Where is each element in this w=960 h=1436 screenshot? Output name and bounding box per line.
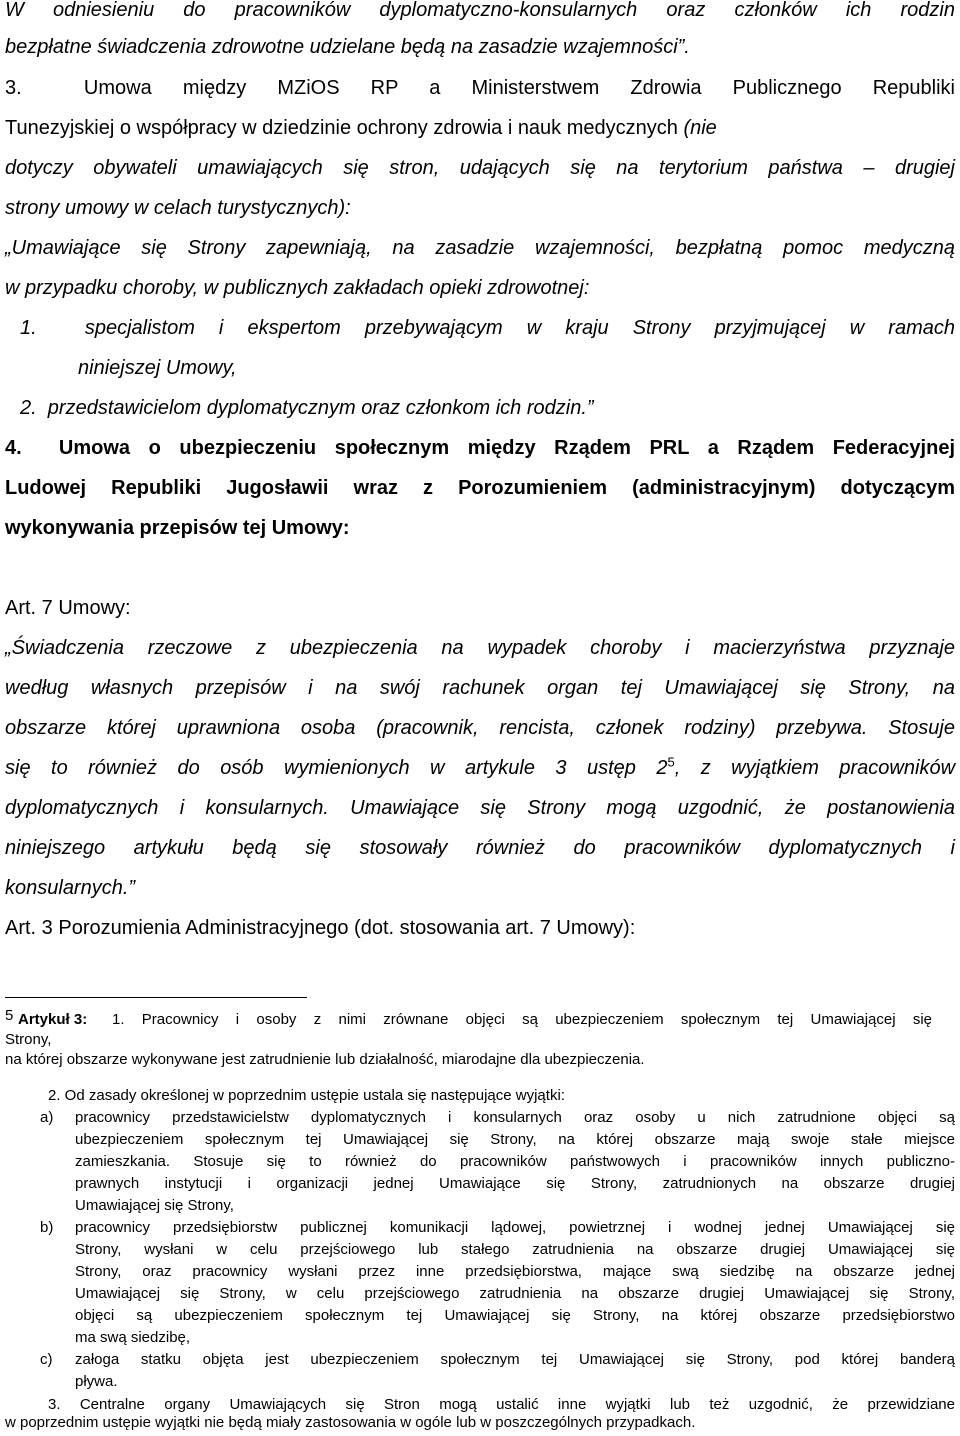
footnote-item-b: pracownicy przedsiębiorstw publicznej komunikacji lądowej, powietrznej i wodnej jednej Umawiającej się — [75, 1219, 955, 1236]
section-3-text: Tunezyjskiej o współpracy w dziedzinie ochrony zdrowia i nauk medycznych — [5, 117, 684, 139]
article-3-title: Art. 3 Porozumienia Administracyjnego (dot. stosowania art. 7 Umowy): — [5, 917, 636, 939]
section-3-note-open: (nie — [683, 117, 717, 139]
quote-line: „Umawiające się Strony zapewniają, na zasadzie wzajemności, bezpłatną pomoc medyczną — [5, 237, 955, 259]
footnote-item-label: b) — [40, 1219, 54, 1236]
quote-line: w przypadku choroby, w publicznych zakładach opieki zdrowotnej: — [5, 277, 590, 299]
footnote-item-b: objęci są ubezpieczeniem społecznym tej Umawiającej się Strony, na której obszarze przedsiębiorstwo — [75, 1307, 955, 1324]
footnote-item-a: zamieszkania. Stosuje się to również do pracowników państwowych i pracowników innych publiczno- — [75, 1153, 955, 1170]
section-3-note: dotyczy obywateli umawiających się stron, udających się na terytorium państwa – drugiej — [5, 157, 955, 179]
footnote-line: 3. Centralne organy Umawiających się Stron mogą ustalić inne wyjątki lub też uzgodnić, że przewidziane — [48, 1396, 955, 1413]
footnote-item-c: załoga statku objęta jest ubezpieczeniem społecznym tej Umawiającej się Strony, pod której banderą — [75, 1351, 955, 1368]
footnote-item-a: pracownicy przedstawicielstw dyplomatycznych i konsularnych oraz osoby u nich zatrudnione objęci są — [75, 1109, 955, 1126]
footnote-item-b: Umawiającej się Strony, w celu przejściowego zatrudnienia na obszarze drugiej Umawiającej się Strony, — [75, 1285, 955, 1302]
article-7-text-part: się to również do osób wymienionych w artykule 3 ustęp 2 — [5, 757, 668, 779]
footnote-line: Strony, — [5, 1031, 52, 1048]
footnote-line: 1. Pracownicy i osoby z nimi zrównane objęci są ubezpieczeniem społecznym tej Umawiającej się — [112, 1011, 932, 1028]
footnote-item-c: pływa. — [75, 1373, 118, 1390]
footnote-item-b: ma swą siedzibę, — [75, 1329, 191, 1346]
article-7-text — [5, 755, 955, 781]
article-7-text: dyplomatycznych i konsularnych. Umawiające się Strony mogą uzgodnić, że postanowienia — [5, 797, 955, 819]
section-4-heading-line: Ludowej Republiki Jugosławii wraz z Porozumieniem (administracyjnym) dotyczącym — [5, 477, 955, 499]
footnote-separator — [5, 997, 307, 998]
article-7-text: „Świadczenia rzeczowe z ubezpieczenia na wypadek choroby i macierzyństwa przyznaje — [5, 637, 955, 659]
section-4-heading-line: wykonywania przepisów tej Umowy: — [5, 517, 350, 539]
footnote-item-a: ubezpieczeniem społecznym tej Umawiającej się Strony, na której obszarze mają swoje stałe miejsce — [75, 1131, 955, 1148]
footnote-number: 5 — [5, 1007, 14, 1024]
section-3-heading: 3. Umowa między MZiOS RP a Ministerstwem Zdrowia Publicznego Republiki — [5, 77, 955, 99]
footnote-item-a: Umawiającej się Strony, — [75, 1197, 234, 1214]
section-4-heading: 4. Umowa o ubezpieczeniu społecznym między Rządem PRL a Rządem Federacyjnej — [5, 437, 955, 459]
article-7-text-part: , z wyjątkiem pracowników — [674, 757, 956, 779]
footnote-item-b: Strony, wysłani w celu przejściowego lub stałego zatrudnienia na obszarze drugiej Umawiającej się — [75, 1241, 955, 1258]
footnote-line: w poprzednim ustępie wyjątki nie będą miały zastosowania w ogóle lub w poszczególnych przypadkach. — [5, 1414, 696, 1431]
article-7-text: według własnych przepisów i na swój rachunek organ tej Umawiającej się Strony, na — [5, 677, 955, 699]
footnote-line: 2. Od zasady określonej w poprzednim ustępie ustala się następujące wyjątki: — [48, 1087, 565, 1104]
footnote-item-b: Strony, oraz pracownicy wysłani przez inne przedsiębiorstwa, mające swą siedzibę na obszarze jednej — [75, 1263, 955, 1280]
footnote-item-label: a) — [40, 1109, 54, 1126]
section-3-line — [5, 115, 955, 141]
article-7-text: niniejszego artykułu będą się stosowały również do pracowników dyplomatycznych i — [5, 837, 955, 859]
body-line: W odniesieniu do pracowników dyplomatyczno-konsularnych oraz członków ich rodzin — [5, 0, 955, 21]
footnote-ref[interactable]: 5 — [667, 754, 675, 770]
list-item-1-cont: niniejszej Umowy, — [78, 357, 237, 379]
footnote-heading: Artykuł 3: — [18, 1011, 88, 1028]
article-7-text: obszarze której uprawniona osoba (pracownik, rencista, członek rodziny) przebywa. Stosuje — [5, 717, 955, 739]
footnote-item-a: prawnych instytucji i organizacji jednej Umawiające się Strony, zatrudnionych na obszarze drugiej — [75, 1175, 955, 1192]
footnote-line: na której obszarze wykonywane jest zatrudnienie lub działalność, miarodajne dla ubezpieczenia. — [5, 1051, 645, 1068]
body-line: bezpłatne świadczenia zdrowotne udzielane będą na zasadzie wzajemności”. — [5, 36, 690, 58]
list-item-2: 2. przedstawicielom dyplomatycznym oraz członkom ich rodzin.” — [20, 397, 594, 419]
list-item-1: 1. specjalistom i ekspertom przebywającym w kraju Strony przyjmującej w ramach — [20, 317, 955, 339]
article-7-title: Art. 7 Umowy: — [5, 597, 131, 619]
footnote-item-label: c) — [40, 1351, 53, 1368]
section-3-note: strony umowy w celach turystycznych): — [5, 197, 351, 219]
article-7-text: konsularnych.” — [5, 877, 136, 899]
